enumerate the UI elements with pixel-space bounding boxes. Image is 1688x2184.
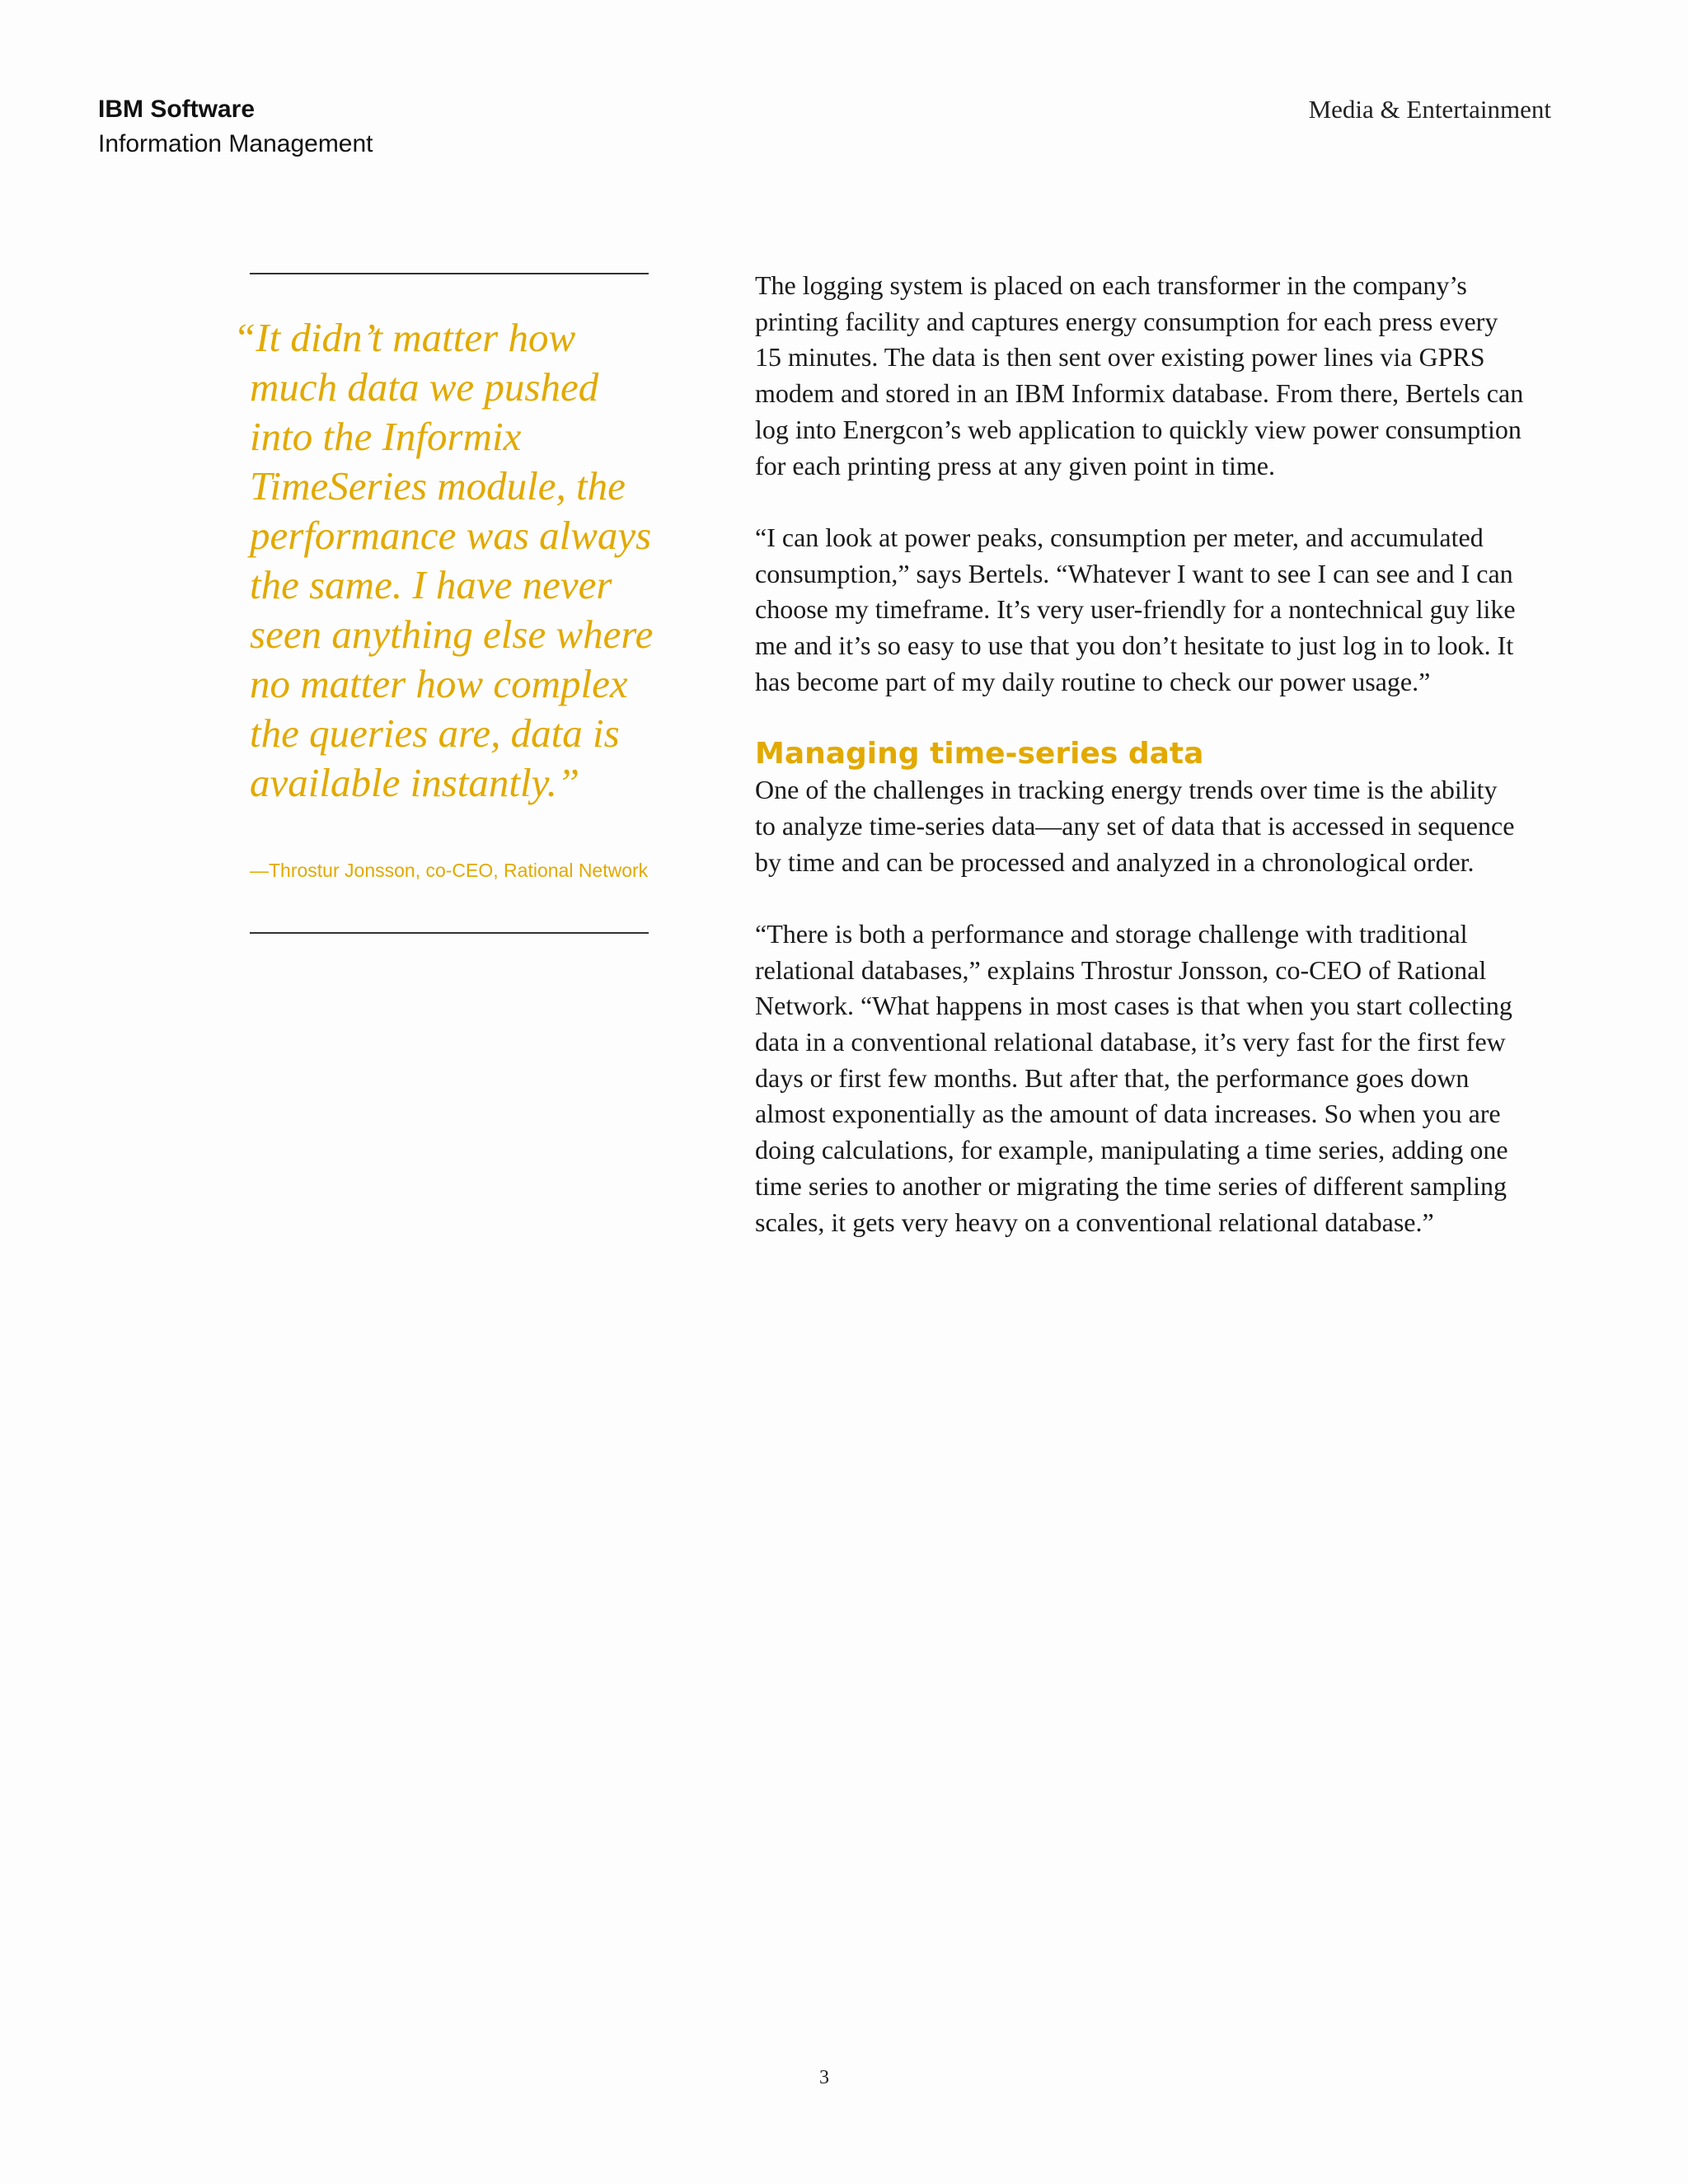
text-line: Network. “What happens in most cases is that when you start collecting <box>755 991 1512 1021</box>
text-line: relational databases,” explains Throstur Jonsson, co-CEO of Rational <box>755 954 1487 985</box>
paragraph-logging-system <box>755 268 1546 484</box>
text-line: doing calculations, for example, manipulating a time series, adding one <box>755 1135 1508 1165</box>
text-line: “I can look at power peaks, consumption per meter, and accumulated <box>755 522 1484 552</box>
text-line: days or first few months. But after that, the performance goes down <box>755 1062 1470 1093</box>
pull-quote-attribution: —Throstur Jonsson, co-CEO, Rational Network <box>250 860 649 881</box>
text-line: choose my timeframe. It’s very user-friendly for a nontechnical guy like <box>755 594 1516 625</box>
paragraph-jonsson-quote <box>755 916 1546 1240</box>
text-line: for each printing press at any given point in time. <box>755 450 1275 480</box>
page-number: 3 <box>819 2067 829 2088</box>
paragraph-bertels-quote <box>755 520 1546 701</box>
pull-quote-top-rule <box>250 273 649 274</box>
paragraph-time-series-challenge <box>755 772 1546 880</box>
text-line: to analyze time-series data—any set of data that is accessed in sequence <box>755 810 1515 841</box>
division-name: Information Management <box>98 130 373 157</box>
header-left <box>98 92 373 162</box>
pull-quote-line: “It didn’t matter how <box>233 315 576 360</box>
section-heading: Managing time-series data <box>755 737 1204 771</box>
text-line: by time and can be processed and analyzed in a chronological order. <box>755 846 1475 877</box>
pull-quote-line: into the Informix <box>250 414 522 459</box>
text-line: One of the challenges in tracking energy trends over time is the ability <box>755 775 1498 805</box>
text-line: log into Energcon’s web application to quickly view power consumption <box>755 414 1522 444</box>
text-line: modem and stored in an IBM Informix database. From there, Bertels can <box>755 378 1524 409</box>
pull-quote-line: TimeSeries module, the <box>250 463 626 509</box>
text-line: “There is both a performance and storage challenge with traditional <box>755 918 1468 949</box>
pull-quote <box>233 313 662 808</box>
pull-quote-line: seen anything else where <box>250 612 654 657</box>
body-column <box>755 268 1546 1277</box>
pull-quote-line: no matter how complex <box>250 661 628 706</box>
pull-quote-line: the queries are, data is <box>250 710 620 756</box>
text-line: printing facility and captures energy consumption for each press every <box>755 306 1498 336</box>
text-line: time series to another or migrating the time series of different sampling <box>755 1170 1507 1201</box>
text-line: 15 minutes. The data is then sent over existing power lines via GPRS <box>755 342 1485 373</box>
header-category: Media & Entertainment <box>1308 95 1551 124</box>
pull-quote-line: performance was always <box>250 513 652 558</box>
pull-quote-bottom-rule <box>250 932 649 934</box>
text-line: The logging system is placed on each transformer in the company’s <box>755 270 1467 300</box>
pull-quote-line: available instantly.” <box>250 760 580 805</box>
text-line: consumption,” says Bertels. “Whatever I want to see I can see and I can <box>755 558 1513 588</box>
text-line: scales, it gets very heavy on a conventional relational database.” <box>755 1207 1434 1237</box>
pull-quote-line: the same. I have never <box>250 562 612 607</box>
text-line: me and it’s so easy to use that you don’t hesitate to just log in to look. It <box>755 630 1514 661</box>
brand-name: IBM Software <box>98 96 256 123</box>
text-line: has become part of my daily routine to check our power usage.” <box>755 666 1431 696</box>
text-line: almost exponentially as the amount of data increases. So when you are <box>755 1099 1501 1129</box>
pull-quote-line: much data we pushed <box>250 364 599 410</box>
text-line: data in a conventional relational database, it’s very fast for the first few <box>755 1027 1506 1057</box>
